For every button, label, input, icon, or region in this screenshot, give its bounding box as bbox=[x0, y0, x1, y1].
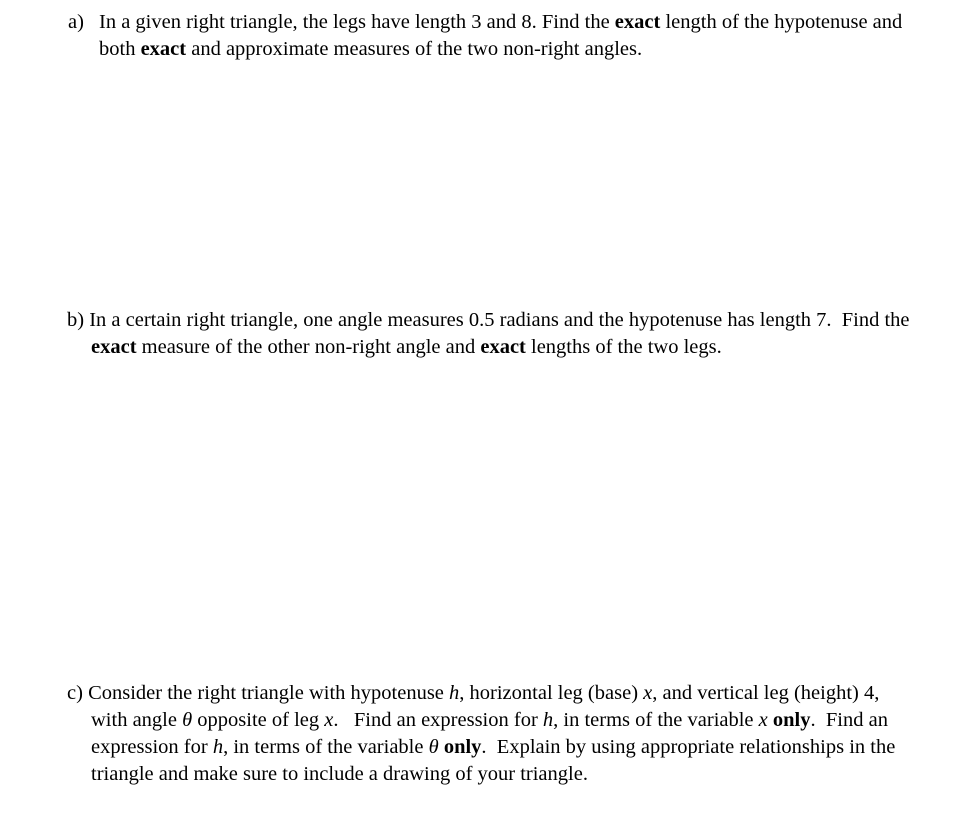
problem-c-text: Consider the right triangle with hypotenuse bbox=[82, 682, 450, 704]
emphasis-exact: exact bbox=[614, 11, 661, 33]
problem-c bbox=[67, 680, 895, 788]
problem-c-line-2 bbox=[67, 707, 895, 734]
variable-theta: θ bbox=[428, 736, 439, 758]
problem-b-text: lengths of the two legs. bbox=[525, 336, 722, 358]
variable-h: h bbox=[542, 709, 554, 731]
problem-c-text: , in terms of the variable bbox=[553, 709, 759, 731]
problem-b-text: In a certain right triangle, one angle measures 0.5 radians and the hypotenuse has length 7. Find the bbox=[84, 309, 910, 331]
problem-a-text: In a given right triangle, the legs have length 3 and 8. Find the bbox=[99, 11, 615, 33]
problem-c-text: . Find an expression for bbox=[333, 709, 543, 731]
problem-b-line-1 bbox=[67, 307, 910, 334]
problem-a bbox=[68, 9, 902, 63]
problem-c-text: . Explain by using appropriate relationships in the bbox=[481, 736, 896, 758]
problem-c-text: expression for bbox=[91, 736, 213, 758]
problem-c-text: triangle and make sure to include a drawing of your triangle. bbox=[91, 763, 588, 785]
problem-c-line-1 bbox=[67, 680, 895, 707]
problem-c-text: , in terms of the variable bbox=[223, 736, 429, 758]
problem-a-label: a) bbox=[68, 11, 84, 33]
problem-a-line-2 bbox=[68, 36, 902, 63]
variable-x: x bbox=[324, 709, 334, 731]
problem-b-line-2 bbox=[67, 334, 910, 361]
emphasis-only: only bbox=[443, 736, 482, 758]
problem-b-label: b) bbox=[67, 309, 85, 331]
problem-a-text: length of the hypotenuse and bbox=[660, 11, 903, 33]
problem-a-text: and approximate measures of the two non-right angles. bbox=[186, 38, 643, 60]
variable-h: h bbox=[212, 736, 224, 758]
emphasis-exact: exact bbox=[140, 38, 187, 60]
variable-x: x bbox=[758, 709, 768, 731]
problem-b bbox=[67, 307, 910, 361]
variable-theta: θ bbox=[182, 709, 193, 731]
variable-h: h bbox=[449, 682, 460, 704]
problem-c-line-4 bbox=[67, 761, 895, 788]
emphasis-exact: exact bbox=[480, 336, 526, 358]
problem-c-text: , horizontal leg (base) bbox=[459, 682, 644, 704]
problem-a-text: both bbox=[99, 38, 141, 60]
problem-c-text: with angle bbox=[91, 709, 183, 731]
problem-c-text: opposite of leg bbox=[192, 709, 325, 731]
problem-b-text: measure of the other non-right angle and bbox=[136, 336, 481, 358]
problem-c-label: c) bbox=[67, 682, 83, 704]
problem-c-text: , and vertical leg (height) 4, bbox=[652, 682, 880, 704]
problem-c-text: . Find an bbox=[810, 709, 888, 731]
emphasis-exact: exact bbox=[91, 336, 137, 358]
problem-a-line-1 bbox=[68, 9, 902, 36]
problem-c-line-3 bbox=[67, 734, 895, 761]
emphasis-only: only bbox=[772, 709, 811, 731]
variable-x: x bbox=[643, 682, 653, 704]
